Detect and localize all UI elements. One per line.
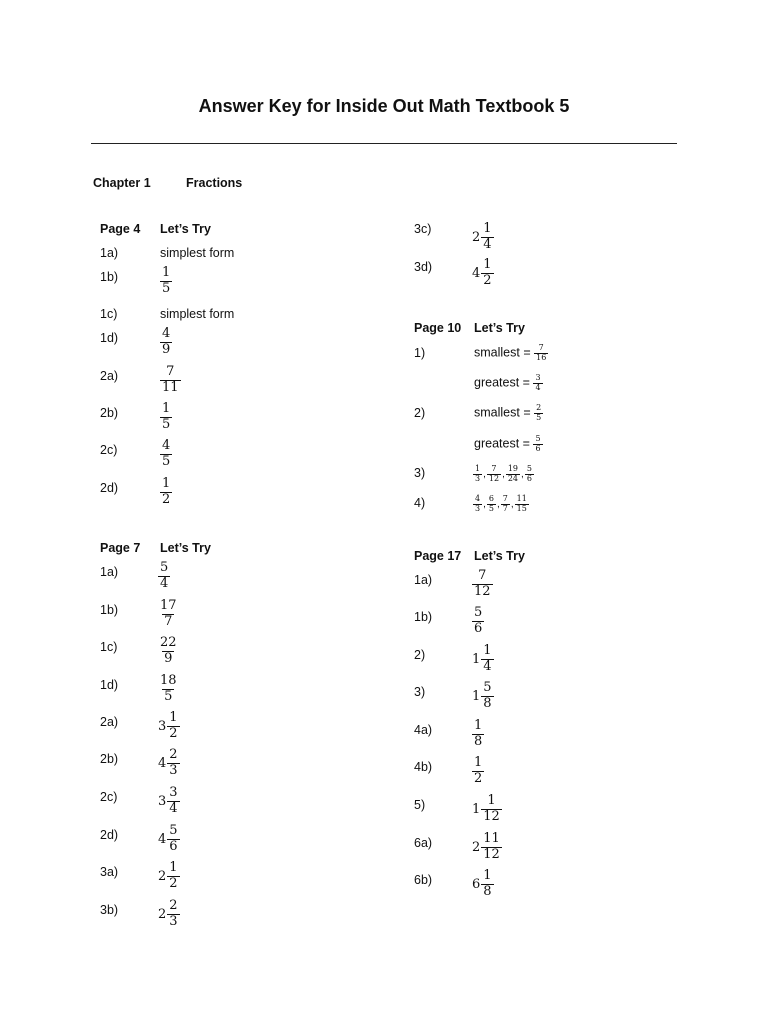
denominator: 7 <box>164 613 173 629</box>
answer-mixed-number <box>472 222 494 253</box>
answer-label: 1d) <box>100 331 119 345</box>
numerator: 11 <box>483 831 500 846</box>
numerator: 1 <box>483 643 492 658</box>
answer-mixed-number <box>158 711 180 742</box>
answer-fraction <box>158 599 179 630</box>
denominator: 9 <box>164 650 173 666</box>
ordered-fraction-list: $\frac{1}{3}$ , $\frac{7}{12}$ , $\frac{19}{24}$ , $\frac{5}{6}$ <box>475 464 532 483</box>
numerator: 1 <box>483 868 492 883</box>
denominator: 5 <box>162 280 171 296</box>
answer-label: 2b) <box>100 406 119 420</box>
answer-fraction <box>472 719 484 750</box>
answer-mixed-number <box>158 899 180 930</box>
whole-part: 2 <box>158 906 167 922</box>
denominator: 5 <box>536 412 542 422</box>
denominator: 8 <box>483 695 492 711</box>
answer-mixed-number <box>472 794 502 825</box>
whole-part: 4 <box>472 265 481 281</box>
numerator: 2 <box>169 747 178 762</box>
denominator: 12 <box>474 583 491 599</box>
answer-label: 1d) <box>100 678 119 692</box>
whole-part: 3 <box>158 793 167 809</box>
answer-label: 3a) <box>100 865 119 879</box>
smallest-answer <box>474 404 543 423</box>
numerator: 1 <box>474 718 483 733</box>
answer-fraction <box>160 365 181 396</box>
numerator: 1 <box>162 476 171 491</box>
answer-fraction <box>160 439 172 470</box>
answer-label: 1a) <box>100 246 119 260</box>
answer-mixed-number <box>158 861 180 892</box>
numerator: 2 <box>169 898 178 913</box>
answer-mixed-number <box>158 786 180 817</box>
numerator: 5 <box>535 434 541 443</box>
answer-fraction <box>160 477 172 508</box>
section-page-17: Page 17 <box>414 549 462 563</box>
denominator: 4 <box>483 658 492 674</box>
page-title: Answer Key for Inside Out Math Textbook 5 <box>198 96 570 116</box>
answer-label: 2d) <box>100 828 119 842</box>
answer-label: 2b) <box>100 752 119 766</box>
denominator: 2 <box>169 875 178 891</box>
whole-part: 3 <box>158 718 167 734</box>
whole-part: 1 <box>472 801 481 817</box>
numerator: 1 <box>483 257 492 272</box>
answer-fraction <box>472 606 484 637</box>
numerator: 4 <box>162 326 171 341</box>
list-fraction: $\frac{11}{15}$ <box>516 494 527 513</box>
greatest-answer <box>474 374 543 393</box>
whole-part: 4 <box>158 755 167 771</box>
denominator: 2 <box>474 770 483 786</box>
denominator: 12 <box>483 808 500 824</box>
answer-fraction <box>158 561 170 592</box>
answer-label: 3) <box>414 466 426 480</box>
greatest-text: greatest = <box>474 436 530 451</box>
numerator: 22 <box>160 635 177 650</box>
answer-fraction <box>160 327 172 358</box>
answer-label: 6b) <box>414 873 433 887</box>
denominator: 9 <box>162 341 171 357</box>
whole-part: 4 <box>158 831 167 847</box>
denominator: 5 <box>162 453 171 469</box>
answer-label: 1c) <box>100 307 118 321</box>
denominator: 3 <box>169 913 178 929</box>
answer-label: 2) <box>414 406 426 420</box>
list-fraction: $\frac{6}{5}$ <box>488 494 494 513</box>
numerator: 5 <box>160 560 169 575</box>
answer-label: 2c) <box>100 443 118 457</box>
answer-fraction <box>160 266 172 297</box>
numerator: 1 <box>162 265 171 280</box>
denominator: 12 <box>483 846 500 862</box>
denominator: 6 <box>474 620 483 636</box>
answer-label: 1) <box>414 346 426 360</box>
chapter-number: Chapter 1 <box>93 176 151 190</box>
section-heading: Let’s Try <box>474 549 525 563</box>
numerator: 1 <box>169 860 178 875</box>
numerator: 1 <box>487 793 496 808</box>
list-fraction: $\frac{7}{12}$ <box>488 464 500 483</box>
answer-fraction <box>158 674 179 705</box>
numerator: 1 <box>162 401 171 416</box>
answer-label: 1b) <box>414 610 433 624</box>
numerator: 7 <box>478 568 487 583</box>
answer-label: 2c) <box>100 790 118 804</box>
smallest-text: smallest = <box>474 405 531 420</box>
chapter-name: Fractions <box>186 176 243 190</box>
denominator: 8 <box>474 733 483 749</box>
denominator: 4 <box>169 800 178 816</box>
answer-label: 1a) <box>414 573 433 587</box>
numerator: 1 <box>474 755 483 770</box>
list-fraction: $\frac{5}{6}$ <box>526 464 532 483</box>
denominator: 4 <box>160 575 169 591</box>
answer-label: 4b) <box>414 760 433 774</box>
answer-label: 6a) <box>414 836 433 850</box>
answer-fraction <box>472 756 484 787</box>
answer-mixed-number <box>472 869 494 900</box>
whole-part: 1 <box>472 688 481 704</box>
numerator: 5 <box>483 680 492 695</box>
section-heading: Let’s Try <box>160 222 211 236</box>
answer-label: 1a) <box>100 565 119 579</box>
section-page-4: Page 4 <box>100 222 141 236</box>
answer-fraction <box>472 569 493 600</box>
answer-label: 2a) <box>100 715 119 729</box>
list-fraction: $\frac{19}{24}$ <box>507 464 519 483</box>
answer-text: simplest form <box>160 307 235 321</box>
numerator: 1 <box>483 221 492 236</box>
denominator: 16 <box>536 352 547 362</box>
answer-label: 2) <box>414 648 426 662</box>
denominator: 6 <box>535 443 541 453</box>
section-heading: Let’s Try <box>474 321 525 335</box>
numerator: 18 <box>160 673 177 688</box>
denominator: 11 <box>162 379 179 395</box>
denominator: 6 <box>169 838 178 854</box>
denominator: 4 <box>535 382 541 392</box>
section-page-7: Page 7 <box>100 541 141 555</box>
list-fraction: $\frac{4}{3}$ <box>475 494 481 513</box>
numerator: 7 <box>538 343 544 352</box>
answer-label: 1b) <box>100 603 119 617</box>
whole-part: 2 <box>472 839 481 855</box>
numerator: 17 <box>160 598 177 613</box>
smallest-text: smallest = <box>474 345 531 360</box>
answer-label: 2d) <box>100 481 119 495</box>
numerator: 1 <box>169 710 178 725</box>
answer-mixed-number <box>472 258 494 289</box>
denominator: 5 <box>162 416 171 432</box>
answer-label: 4) <box>414 496 426 510</box>
list-fraction: $\frac{1}{3}$ <box>475 464 481 483</box>
answer-label: 1b) <box>100 270 119 284</box>
numerator: 7 <box>166 364 175 379</box>
greatest-text: greatest = <box>474 375 530 390</box>
answer-label: 3c) <box>414 222 432 236</box>
whole-part: 1 <box>472 651 481 667</box>
answer-mixed-number <box>158 748 180 779</box>
denominator: 2 <box>483 272 492 288</box>
list-fraction: $\frac{7}{7}$ <box>502 494 508 513</box>
answer-label: 3) <box>414 685 426 699</box>
answer-label: 1c) <box>100 640 118 654</box>
answer-fraction <box>158 636 179 667</box>
numerator: 2 <box>536 403 542 412</box>
denominator: 2 <box>169 725 178 741</box>
answer-mixed-number <box>472 681 494 712</box>
whole-part: 2 <box>472 229 481 245</box>
numerator: 5 <box>169 823 178 838</box>
section-heading: Let’s Try <box>160 541 211 555</box>
answer-text: simplest form <box>160 246 235 260</box>
denominator: 2 <box>162 491 171 507</box>
numerator: 3 <box>535 373 541 382</box>
numerator: 5 <box>474 605 483 620</box>
answer-mixed-number <box>472 644 494 675</box>
answer-mixed-number <box>158 824 180 855</box>
ordered-fraction-list: $\frac{4}{3}$ , $\frac{6}{5}$ , $\frac{7}{7}$ , $\frac{11}{15}$ <box>475 494 527 513</box>
answer-label: 4a) <box>414 723 433 737</box>
denominator: 4 <box>483 236 492 252</box>
denominator: 8 <box>483 883 492 899</box>
whole-part: 2 <box>158 868 167 884</box>
numerator: 4 <box>162 438 171 453</box>
whole-part: 6 <box>472 876 481 892</box>
greatest-answer <box>474 435 543 454</box>
answer-fraction <box>160 402 172 433</box>
title-divider <box>91 143 677 144</box>
answer-label: 3b) <box>100 903 119 917</box>
numerator: 3 <box>169 785 178 800</box>
denominator: 5 <box>164 688 173 704</box>
answer-label: 3d) <box>414 260 433 274</box>
answer-label: 5) <box>414 798 426 812</box>
smallest-answer <box>474 344 548 363</box>
answer-label: 2a) <box>100 369 119 383</box>
answer-mixed-number <box>472 832 502 863</box>
denominator: 3 <box>169 762 178 778</box>
section-page-10: Page 10 <box>414 321 462 335</box>
